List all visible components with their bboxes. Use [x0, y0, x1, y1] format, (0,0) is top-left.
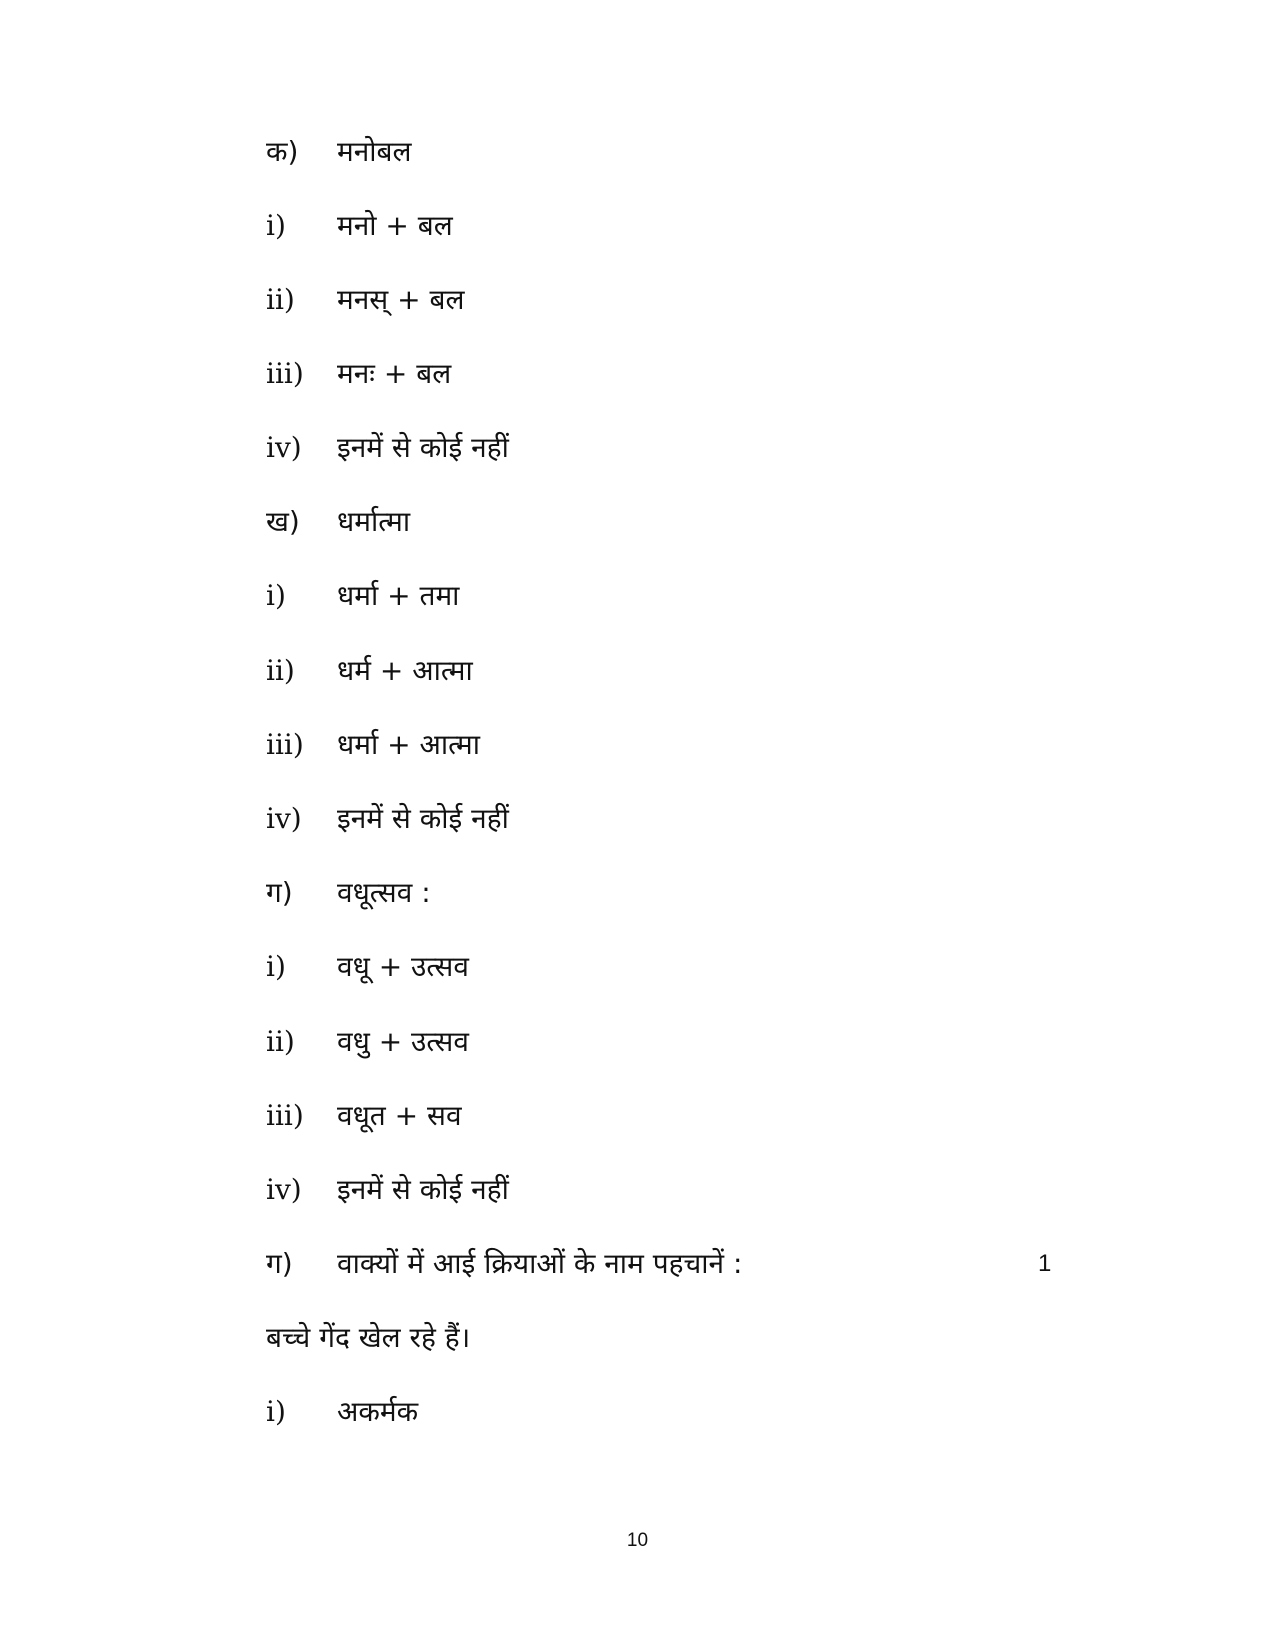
option-text: वधु + उत्सव — [337, 1025, 469, 1058]
option-item — [266, 721, 1066, 769]
option-item — [266, 1166, 1066, 1214]
option-item — [266, 202, 1066, 250]
option-text: मनो + बल — [337, 209, 453, 242]
option-marker: ii) — [266, 654, 295, 687]
option-text: इनमें से कोई नहीं — [337, 1173, 509, 1206]
option-item — [266, 350, 1066, 398]
option-text: धर्म + आत्मा — [337, 654, 473, 687]
option-marker: iii) — [266, 1099, 304, 1132]
option-item — [266, 795, 1066, 843]
option-marker: iv) — [266, 431, 302, 464]
option-text: धर्मा + तमा — [337, 579, 460, 612]
option-marker: iv) — [266, 1173, 302, 1206]
option-marker: i) — [266, 950, 286, 983]
question-heading — [266, 1240, 1066, 1288]
option-marker: ii) — [266, 1025, 295, 1058]
option-text: मनस् + बल — [337, 283, 465, 316]
question-heading — [266, 869, 1066, 917]
sentence-text: बच्चे गेंद खेल रहे हैं। — [266, 1321, 471, 1354]
option-item — [266, 424, 1066, 472]
question-marker: ग) — [266, 876, 293, 909]
question-prompt: वाक्यों में आई क्रियाओं के नाम पहचानें : — [337, 1247, 743, 1280]
question-word: धर्मात्मा — [337, 505, 411, 538]
option-marker: i) — [266, 579, 286, 612]
question-word: वधूत्सव : — [337, 876, 431, 909]
option-marker: ii) — [266, 283, 295, 316]
option-item — [266, 276, 1066, 324]
option-marker: i) — [266, 1395, 286, 1428]
option-text: इनमें से कोई नहीं — [337, 431, 509, 464]
page-number: 10 — [626, 1530, 649, 1551]
question-marker: क) — [266, 135, 299, 168]
option-marker: iii) — [266, 728, 304, 761]
option-item — [266, 1018, 1066, 1066]
option-text: वधू + उत्सव — [337, 950, 469, 983]
option-item — [266, 1092, 1066, 1140]
option-text: अकर्मक — [337, 1395, 419, 1428]
question-marker: ख) — [266, 505, 300, 538]
example-sentence — [266, 1314, 1066, 1362]
option-marker: iii) — [266, 357, 304, 390]
option-text: धर्मा + आत्मा — [337, 728, 480, 761]
option-item — [266, 647, 1066, 695]
option-item — [266, 943, 1066, 991]
question-marks: 1 — [1038, 1250, 1052, 1277]
option-marker: iv) — [266, 802, 302, 835]
option-marker: i) — [266, 209, 286, 242]
question-word: मनोबल — [337, 135, 412, 168]
question-heading — [266, 128, 1066, 176]
option-text: वधूत + सव — [337, 1099, 462, 1132]
option-item — [266, 572, 1066, 620]
option-text: इनमें से कोई नहीं — [337, 802, 509, 835]
question-heading — [266, 498, 1066, 546]
question-marker: ग) — [266, 1247, 293, 1280]
option-text: मनः + बल — [337, 357, 452, 390]
option-item — [266, 1388, 1066, 1436]
